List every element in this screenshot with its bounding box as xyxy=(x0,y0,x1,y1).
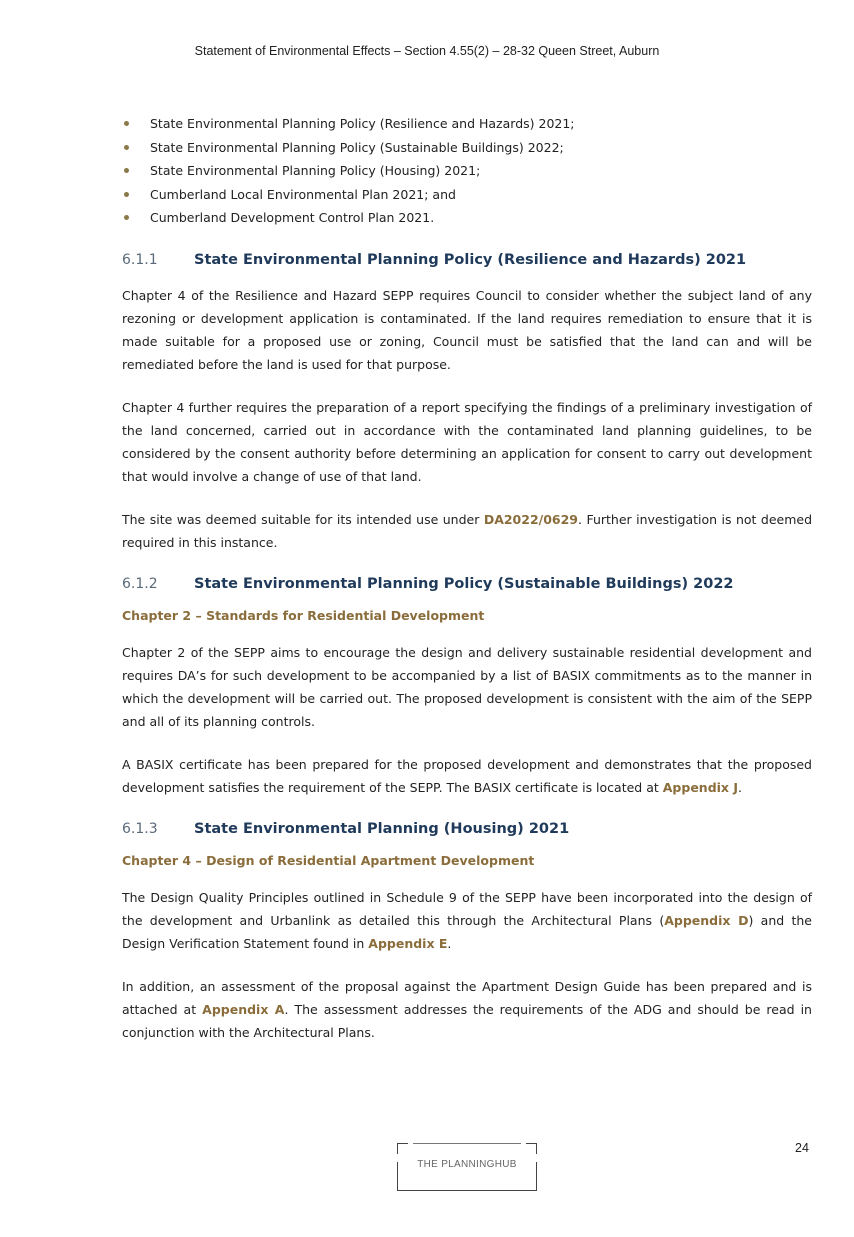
paragraph: The Design Quality Principles outlined in Schedule 9 of the SEPP have been incorporated into the design of the development and Urbanlink as detailed this through the Architectural Plans (Appendix D) and the Design Verification Statement found in Appendix E. xyxy=(122,889,812,951)
page-content xyxy=(122,112,812,1064)
paragraph: Chapter 2 of the SEPP aims to encourage the design and delivery sustainable residential development and requires DA’s for such development to be accompanied by a list of BASIX commitments as to the manner in which the development will be carried out. The proposed development is consistent with the aim of the SEPP and all of its planning controls. xyxy=(122,644,812,729)
section-title: State Environmental Planning Policy (Sustainable Buildings) 2022 xyxy=(194,575,734,592)
list-item: Cumberland Local Environmental Plan 2021; and xyxy=(122,183,812,207)
bullet-icon xyxy=(124,168,129,173)
da-reference: DA2022/0629 xyxy=(483,511,579,527)
paragraph: The site was deemed suitable for its intended use under DA2022/0629. Further investigation is not deemed required in this instance. xyxy=(122,511,813,550)
section-heading-6-1-3 xyxy=(122,821,812,837)
policy-list xyxy=(122,112,812,230)
running-header: Statement of Environmental Effects – Section 4.55(2) – 28-32 Queen Street, Auburn xyxy=(194,44,660,58)
planninghub-logo xyxy=(397,1143,537,1191)
section-heading-6-1-2 xyxy=(122,576,812,592)
section-heading-6-1-1 xyxy=(122,252,812,268)
appendix-reference: Appendix D xyxy=(664,912,749,928)
list-item: State Environmental Planning Policy (Sustainable Buildings) 2022; xyxy=(122,136,812,160)
list-item: State Environmental Planning Policy (Resilience and Hazards) 2021; xyxy=(122,112,812,136)
section-number: 6.1.2 xyxy=(122,575,158,592)
bullet-icon xyxy=(124,121,129,126)
appendix-reference: Appendix A xyxy=(202,1001,285,1017)
section-number: 6.1.3 xyxy=(122,820,158,837)
subsection-heading: Chapter 2 – Standards for Residential Development xyxy=(122,607,485,623)
appendix-reference: Appendix E xyxy=(368,935,448,951)
logo-text: THE PLANNINGHUB xyxy=(417,1159,517,1170)
paragraph: Chapter 4 further requires the preparation of a report specifying the findings of a preliminary investigation of the land concerned, carried out in accordance with the contaminated land planning guidelines, to be considered by the consent authority before determining an application for consent to carry out development that would involve a change of use of that land. xyxy=(122,399,812,484)
subsection-heading: Chapter 4 – Design of Residential Apartment Development xyxy=(122,852,535,868)
bullet-icon xyxy=(124,145,129,150)
bullet-icon xyxy=(124,215,129,220)
paragraph: Chapter 4 of the Resilience and Hazard SEPP requires Council to consider whether the subject land of any rezoning or development application is contaminated. If the land requires remediation to ensure that it is made suitable for a proposed use or zoning, Council must be satisfied that the land can and will be remediated before the land is used for that purpose. xyxy=(122,287,812,372)
paragraph: A BASIX certificate has been prepared for the proposed development and demonstrates that the proposed development satisfies the requirement of the SEPP. The BASIX certificate is located at Appendix J. xyxy=(122,756,812,795)
list-item: Cumberland Development Control Plan 2021. xyxy=(122,206,812,230)
paragraph: In addition, an assessment of the proposal against the Apartment Design Guide has been prepared and is attached at Appendix A. The assessment addresses the requirements of the ADG and should be read in conjunction with the Architectural Plans. xyxy=(122,978,812,1040)
appendix-reference: Appendix J xyxy=(662,779,738,795)
section-title: State Environmental Planning (Housing) 2021 xyxy=(194,820,570,837)
page-number: 24 xyxy=(795,1141,809,1155)
section-title: State Environmental Planning Policy (Resilience and Hazards) 2021 xyxy=(194,251,747,268)
list-item: State Environmental Planning Policy (Housing) 2021; xyxy=(122,159,812,183)
bullet-icon xyxy=(124,192,129,197)
section-number: 6.1.1 xyxy=(122,251,158,268)
